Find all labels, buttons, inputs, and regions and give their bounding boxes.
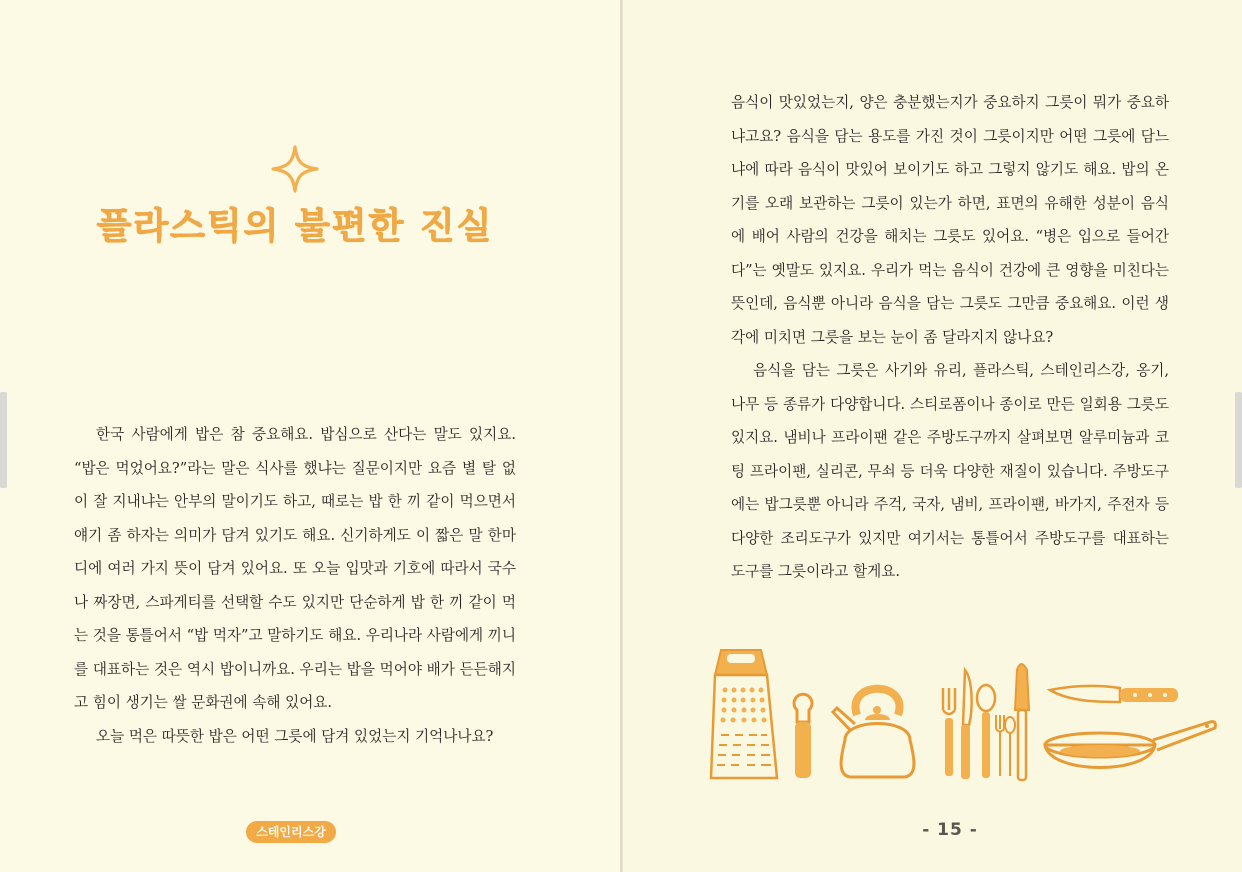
knife-icon: [961, 670, 972, 779]
section-tag: 스테인리스강: [246, 821, 336, 843]
right-edge-tab[interactable]: [1235, 392, 1242, 488]
bottle-opener-icon: [794, 694, 812, 778]
paragraph: 한국 사람에게 밥은 참 중요해요. 밥심으로 산다는 말도 있지요. “밥은 먹었어요?”라는 말은 식사를 했냐는 질문이지만 요즘 별 탈 없이 잘 지내냐는 안부의 말이기도 하고, 때로는 밥 한 끼 같이 먹으면서 얘기 좀 하자는 의미가 담겨 있기도 해요. 신기하게도 이 짧은 말 한마디에 여러 가지 뜻이 담겨 있어요. 또 오늘 입맛과 기호에 따라서 국수나 짜장면, 스파게티를 선택할 수도 있지만 단순하게 밥 한 끼 같이 먹는 것을 통틀어서 “밥 먹자”고 말하기도 해요. 우리나라 사람에게 끼니를 대표하는 것은 역시 밥이니까요. 우리는 밥을 먹어야 배가 든든해지고 힘이 생기는 쌀 문화권에 속해 있어요.: [74, 426, 516, 711]
paragraph: 음식이 맛있었는지, 양은 충분했는지가 중요하지 그릇이 뭐가 중요하냐고요? 음식을 담는 용도를 가진 것이 그릇이지만 어떤 그릇에 담느냐에 따라 음식이 맛있어 보이기도 하고 그렇지 않기도 해요. 밥의 온기를 오래 보관하는 그릇이 있는가 하면, 표면의 유해한 성분이 음식에 배어 사람의 건강을 해치는 그릇도 있어요. “병은 입으로 들어간다”는 옛말도 있지요. 우리가 먹는 음식이 건강에 큰 영향을 미친다는 뜻인데, 음식뿐 아니라 음식을 담는 그릇도 그만큼 중요해요. 이런 생각에 미치면 그릇을 보는 눈이 좀 달라지지 않나요?: [731, 94, 1169, 346]
chef-knife-icon: [1050, 686, 1178, 702]
grater-icon: [711, 650, 777, 778]
spatula-icon: [1015, 664, 1029, 780]
small-fork-icon: [996, 715, 1004, 776]
page-gutter: [620, 0, 623, 872]
spoon-icon: [977, 685, 995, 778]
right-body-text: [731, 86, 1169, 589]
kettle-icon: [833, 689, 914, 777]
left-edge-tab[interactable]: [0, 392, 7, 488]
kitchen-tools-illustration: [705, 640, 1225, 790]
small-spoon-icon: [1005, 717, 1015, 776]
paragraph: 음식을 담는 그릇은 사기와 유리, 플라스틱, 스테인리스강, 옹기, 나무 등 종류가 다양합니다. 스티로폼이나 종이로 만든 일회용 그릇도 있지요. 냄비나 프라이팬 같은 주방도구까지 살펴보면 알루미늄과 코팅 프라이팬, 실리콘, 무쇠 등 더욱 다양한 재질이 있습니다. 주방도구에는 밥그릇뿐 아니라 주걱, 국자, 냄비, 프라이팬, 바가지, 주전자 등 다양한 조리도구가 있지만 여기서는 통틀어서 주방도구를 대표하는 도구를 그릇이라고 할게요.: [731, 362, 1169, 580]
left-body-text: [74, 418, 516, 753]
paragraph: 오늘 먹은 따뜻한 밥은 어떤 그릇에 담겨 있었는지 기억나나요?: [96, 727, 494, 745]
page-number: - 15 -: [922, 820, 978, 840]
frying-pan-icon: [1045, 722, 1215, 768]
chapter-title: 플라스틱의 불편한 진실: [96, 206, 494, 247]
fork-icon: [943, 688, 955, 776]
sparkle-star-icon: [270, 144, 320, 194]
